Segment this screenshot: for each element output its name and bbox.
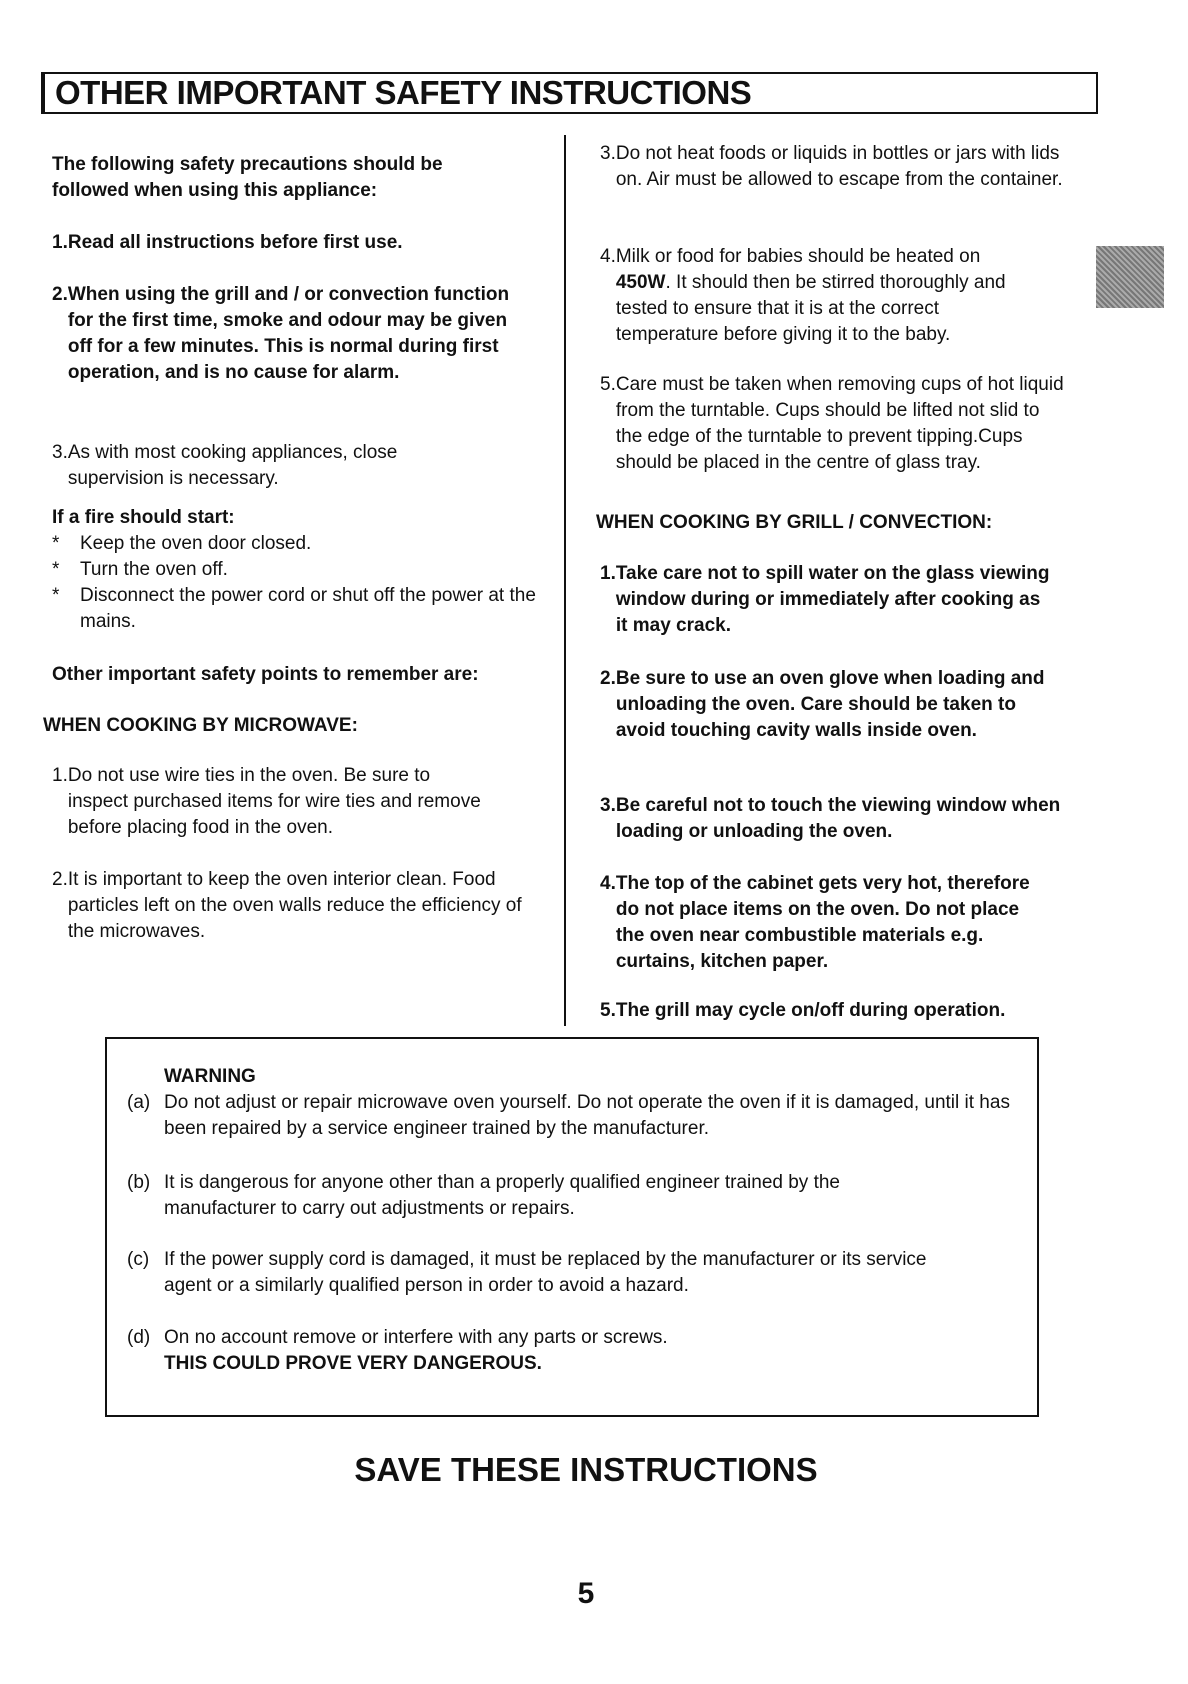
left-item-1: 1. Read all instructions before first use. <box>52 232 403 253</box>
left-item-2: 2. When using the grill and / or convection function for the first time, smoke and odour may be given off for a few minutes. This is normal during first operation, and is no cause for alarm. <box>52 284 510 383</box>
section-tab-marker <box>1096 246 1164 308</box>
microwave-heading: WHEN COOKING BY MICROWAVE: <box>43 715 358 736</box>
intro-text: The following safety precautions should be followed when using this appliance: <box>52 154 443 201</box>
warning-heading: WARNING <box>164 1066 256 1087</box>
warning-item-a: (a) Do not adjust or repair microwave oven yourself. Do not operate the oven if it is damaged, until it has been repaired by a service engineer trained by the manufacturer. <box>127 1092 1010 1139</box>
fire-bullet: * Disconnect the power cord or shut off the power at the mains. <box>52 585 536 632</box>
fire-bullet: * Turn the oven off. <box>52 559 228 580</box>
left-item-3: 3. As with most cooking appliances, close supervision is necessary. <box>52 442 398 489</box>
column-divider <box>564 135 566 1026</box>
grill-item-3: 3. Be careful not to touch the viewing window when loading or unloading the oven. <box>600 795 1061 842</box>
fire-heading: If a fire should start: <box>52 507 235 528</box>
warning-item-b: (b) It is dangerous for anyone other than a properly qualified engineer trained by the manufacturer to carry out adjustments or repairs. <box>127 1172 841 1219</box>
page-title: OTHER IMPORTANT SAFETY INSTRUCTIONS <box>55 74 752 111</box>
right-item-3: 3. Do not heat foods or liquids in bottles or jars with lids on. Air must be allowed to escape from the container. <box>600 143 1063 190</box>
danger-note: THIS COULD PROVE VERY DANGEROUS. <box>164 1353 542 1374</box>
microwave-item-1: 1. Do not use wire ties in the oven. Be sure to inspect purchased items for wire ties and remove before placing food in the oven. <box>52 765 481 838</box>
other-points-heading: Other important safety points to remember are: <box>52 664 479 685</box>
right-item-4: 4. Milk or food for babies should be heated on 450W. It should then be stirred thoroughly and tested to ensure that it is at the correct temperature before giving it to the baby. <box>600 246 1006 345</box>
warning-item-d: (d) On no account remove or interfere with any parts or screws. <box>127 1327 668 1348</box>
grill-item-2: 2. Be sure to use an oven glove when loading and unloading the oven. Care should be taken to avoid touching cavity walls inside oven. <box>600 668 1045 741</box>
save-instructions-heading: SAVE THESE INSTRUCTIONS <box>354 1451 818 1488</box>
microwave-item-2: 2. It is important to keep the oven interior clean. Food particles left on the oven walls reduce the efficiency of the microwaves. <box>52 869 522 942</box>
grill-item-1: 1. Take care not to spill water on the glass viewing window during or immediately after cooking as it may crack. <box>600 563 1050 636</box>
grill-heading: WHEN COOKING BY GRILL / CONVECTION: <box>596 512 993 533</box>
warning-item-c: (c) If the power supply cord is damaged, it must be replaced by the manufacturer or its service agent or a similarly qualified person in order to avoid a hazard. <box>127 1249 927 1296</box>
title-box <box>41 72 1098 114</box>
grill-item-5: 5. The grill may cycle on/off during operation. <box>600 1000 1006 1021</box>
page-number: 5 <box>577 1577 595 1610</box>
fire-bullet: * Keep the oven door closed. <box>52 533 312 554</box>
right-item-5: 5. Care must be taken when removing cups of hot liquid from the turntable. Cups should be lifted not slid to the edge of the turntable to prevent tipping.Cups should be placed in the centre of glass tray. <box>600 374 1064 473</box>
grill-item-4: 4. The top of the cabinet gets very hot, therefore do not place items on the oven. Do not place the oven near combustible materials e.g. curtains, kitchen paper. <box>600 873 1030 972</box>
